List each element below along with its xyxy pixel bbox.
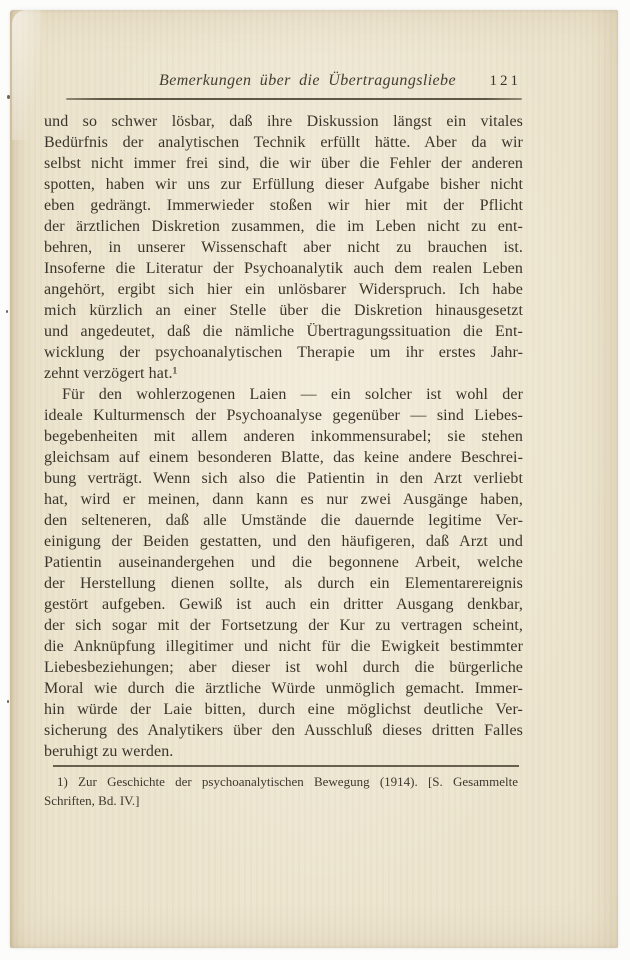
text-line: und so schwer lösbar, daß ihre Diskussion längst ein vitales xyxy=(44,113,523,130)
text-line: 1) Zur Geschichte der psychoanalytischen Bewegung (1914). [S. Gesammelte xyxy=(57,774,518,789)
text-line: der Herstellung dienen sollte, als durch ein Elementarereignis xyxy=(44,575,523,592)
scan-speck xyxy=(6,310,8,313)
text-line: sicherung des Analytikers über den Ausschluß dieses dritten Falles xyxy=(44,722,523,739)
text-line: bung verträgt. Wenn sich also die Patientin in den Arzt verliebt xyxy=(44,470,523,487)
text-line: behren, in unserer Wissenschaft aber nicht zu brauchen ist. xyxy=(44,239,523,256)
text-line: Moral wie durch die ärztliche Würde unmöglich gemacht. Immer- xyxy=(44,680,523,697)
text-line: wicklung der psychoanalytischen Therapie um ihr erstes Jahr- xyxy=(44,344,523,361)
text-line: einigung der Beiden gestatten, und den häufigeren, daß Arzt und xyxy=(44,533,523,550)
text-line: hin würde der Laie bitten, durch eine möglichst deutliche Ver- xyxy=(44,701,523,718)
book-page xyxy=(10,10,618,948)
text-line: der sich sogar mit der Fortsetzung der Kur zu vertragen scheint, xyxy=(44,617,523,634)
text-line: angehört, ergibt sich hier ein unlösbarer Widerspruch. Ich habe xyxy=(44,281,523,298)
running-header xyxy=(44,72,523,94)
text-line: zehnt verzögert hat.¹ xyxy=(44,365,178,382)
text-line: gestört aufgeben. Gewiß ist auch ein dritter Ausgang denkbar, xyxy=(44,596,523,613)
text-line: den selteneren, daß alle Umstände die dauernde legitime Ver- xyxy=(44,512,523,529)
running-header-title: Bemerkungen über die Übertragungsliebe xyxy=(159,72,456,89)
text-line: die Anknüpfung illegitimer und nicht für die Ewigkeit bestimmter xyxy=(44,638,523,655)
page-content xyxy=(44,10,523,948)
text-line: Bedürfnis der analytischen Technik erfüllt hätte. Aber da wir xyxy=(44,134,523,151)
text-line: der ärztlichen Diskretion zusammen, die im Leben nicht zu ent- xyxy=(44,218,523,235)
text-line: Patientin auseinandergehen und die begonnene Arbeit, welche xyxy=(44,554,523,571)
text-line: beruhigt zu werden. xyxy=(44,743,174,760)
footnote xyxy=(44,772,518,810)
text-line: eben gedrängt. Immerwieder stoßen wir hier mit der Pflicht xyxy=(44,197,523,214)
text-line: selbst nicht immer frei sind, die wir über die Fehler der anderen xyxy=(44,155,523,172)
text-line: und angedeutet, daß die nämliche Übertragungssituation die Ent- xyxy=(44,323,523,340)
text-line: gleichsam auf einem besonderen Blatte, das keine andere Beschrei- xyxy=(44,449,523,466)
text-line: begebenheiten mit allem anderen inkommensurabel; sie stehen xyxy=(44,428,523,445)
scan-speck xyxy=(7,95,10,99)
text-line: spotten, haben wir uns zur Erfüllung dieser Aufgabe bisher nicht xyxy=(44,176,523,193)
text-line: hat, wird er meinen, dann kann es nur zwei Ausgänge haben, xyxy=(44,491,523,508)
text-line: mich kürzlich an einer Stelle über die Diskretion hinausgesetzt xyxy=(44,302,523,319)
scan-speck xyxy=(7,700,9,703)
body-text xyxy=(44,111,523,762)
page-corner-curl xyxy=(12,10,42,140)
page-number: 121 xyxy=(489,73,521,89)
text-line: Schriften, Bd. IV.] xyxy=(44,793,140,808)
text-line: Für den wohlerzogenen Laien — ein solcher ist wohl der xyxy=(62,386,523,403)
text-line: Insoferne die Literatur der Psychoanalytik auch dem realen Leben xyxy=(44,260,523,277)
text-line: Liebesbeziehungen; aber dieser ist wohl durch die bürgerliche xyxy=(44,659,523,676)
text-line: ideale Kulturmensch der Psychoanalyse gegenüber — sind Liebes- xyxy=(44,407,523,424)
